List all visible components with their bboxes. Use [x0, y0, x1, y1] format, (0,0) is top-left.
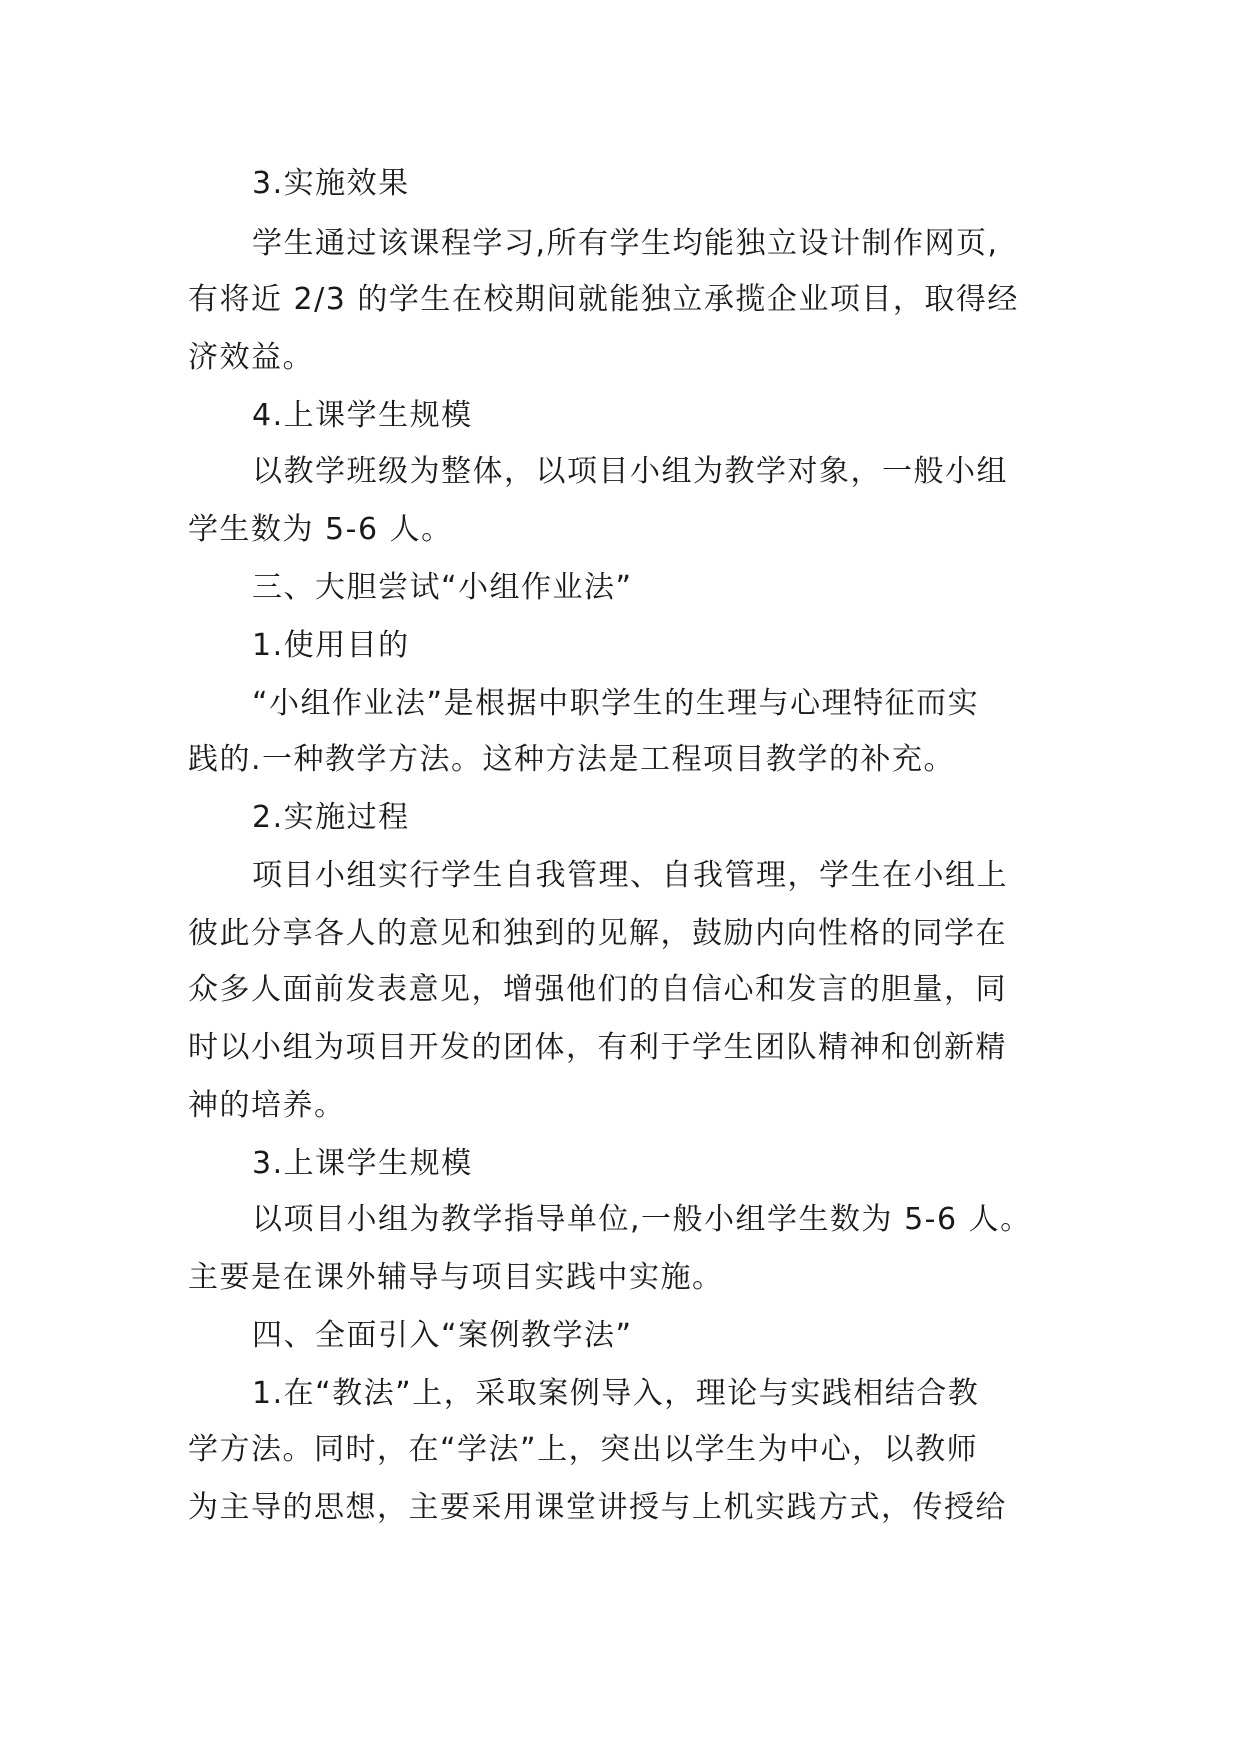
- heading-class-size: 4.上课学生规模: [252, 398, 473, 433]
- heading-implementation-process: 2.实施过程: [252, 800, 410, 835]
- heading-class-size-2: 3.上课学生规模: [252, 1146, 473, 1181]
- heading-purpose: 1.使用目的: [252, 628, 410, 663]
- paragraph-line: 为主导的思想，主要采用课堂讲授与上机实践方式，传授给: [188, 1490, 1007, 1525]
- paragraph-line: 彼此分享各人的意见和独到的见解，鼓励内向性格的同学在: [188, 916, 1007, 951]
- paragraph-line: 践的.一种教学方法。这种方法是工程项目教学的补充。: [188, 742, 956, 777]
- paragraph-line: 学生数为 5-6 人。: [188, 512, 453, 547]
- paragraph-line: 以项目小组为教学指导单位,一般小组学生数为 5-6 人。: [252, 1202, 1032, 1237]
- paragraph-line: 项目小组实行学生自我管理、自我管理，学生在小组上: [252, 858, 1008, 893]
- paragraph-line: 学方法。同时，在“学法”上，突出以学生为中心，以教师: [188, 1432, 979, 1467]
- paragraph-line: 以教学班级为整体，以项目小组为教学对象，一般小组: [252, 454, 1008, 489]
- paragraph-line: 济效益。: [188, 340, 314, 375]
- paragraph-line: 时以小组为项目开发的团体，有利于学生团队精神和创新精: [188, 1030, 1007, 1065]
- paragraph-line: “小组作业法”是根据中职学生的生理与心理特征而实: [252, 686, 980, 721]
- paragraph-line: 学生通过该课程学习,所有学生均能独立设计制作网页,: [252, 226, 999, 261]
- paragraph-line: 主要是在课外辅导与项目实践中实施。: [188, 1260, 724, 1295]
- section-heading-group-method: 三、大胆尝试“小组作业法”: [252, 570, 633, 605]
- paragraph-line: 1.在“教法”上，采取案例导入，理论与实践相结合教: [252, 1376, 980, 1411]
- heading-implementation-effect: 3.实施效果: [252, 166, 410, 201]
- section-heading-case-method: 四、全面引入“案例教学法”: [252, 1318, 633, 1353]
- paragraph-line: 众多人面前发表意见，增强他们的自信心和发言的胆量，同: [188, 972, 1007, 1007]
- paragraph-line: 神的培养。: [188, 1088, 346, 1123]
- paragraph-line: 有将近 2/3 的学生在校期间就能独立承揽企业项目，取得经: [188, 282, 1019, 317]
